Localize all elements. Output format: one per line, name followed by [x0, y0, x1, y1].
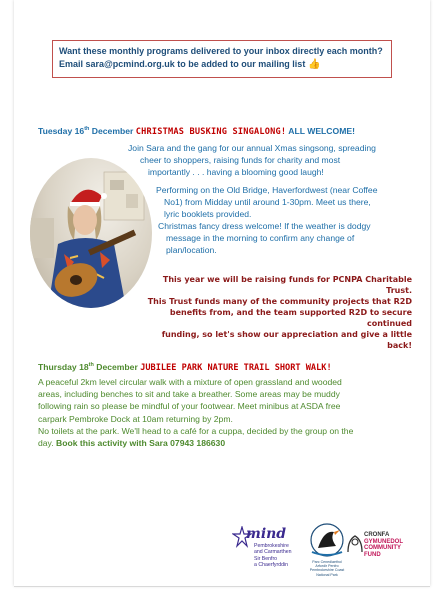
event1-line: message in the morning to confirm any change of: [166, 233, 355, 243]
event1-line: Performing on the Old Bridge, Haverfordwest (near Coffee: [156, 185, 378, 195]
event2-last-line: day. Book this activity with Sara 07943 186630: [38, 438, 226, 449]
fund-name: CRONFA GYMUNEDOL COMMUNITY FUND: [364, 532, 403, 558]
thumbs-up-icon: 👍: [308, 59, 321, 70]
event1-fundraising-note: [142, 274, 412, 351]
event2-line: carpark Pembroke Dock at 10am returning by 2pm.: [38, 413, 233, 424]
community-fund-logo: [346, 530, 426, 570]
event1-title: CHRISTMAS BUSKING SINGALONG!: [135, 127, 287, 137]
event2-body: [38, 376, 410, 449]
event2-line: following rain so please be mindful of your footwear. Meet minibus at ASDA free: [38, 401, 341, 412]
singer-photo: [30, 158, 152, 308]
event1-line: No1) from Midday until around 1-30pm. Meet us there,: [164, 197, 371, 207]
event1-line: cheer to shoppers, raising funds for charity and most: [140, 155, 341, 165]
mailing-list-box: [52, 40, 392, 78]
event1-line: importantly . . . having a blooming good laugh!: [148, 167, 324, 177]
mind-wordmark: mind: [246, 526, 287, 542]
page-divider: [14, 586, 430, 587]
event2-booking: Book this activity with Sara 07943 186630: [56, 438, 226, 449]
national-park-logo: [304, 522, 350, 582]
bird-emblem-icon: [304, 522, 350, 560]
mailing-line-2: [59, 58, 385, 71]
event1-line: Join Sara and the gang for our annual Xmas singsong, spreading: [128, 143, 376, 153]
mind-subtitle: Pembrokeshire and Carmarthen Sir Benfro a Chaerfyrddin: [254, 543, 292, 568]
fundraise-line: This year we will be raising funds for PCNPA Charitable Trust.: [162, 275, 412, 295]
event2-title: JUBILEE PARK NATURE TRAIL SHORT WALK!: [140, 363, 332, 373]
event1-line: lyric booklets provided.: [164, 209, 252, 219]
mind-logo: [232, 524, 308, 580]
event1-heading: [38, 126, 428, 137]
event2-heading: [38, 362, 428, 373]
event2-date: Thursday 18th December: [38, 362, 138, 372]
park-name: Parc Cenedlaethol Arfordir Penfro Pembrokeshire Coast National Park: [309, 560, 345, 577]
event1-line: plan/location.: [166, 245, 217, 255]
mailing-email-text: Email sara@pcmind.org.uk to be added to our mailing list: [59, 59, 306, 69]
fundraise-line: funding, so let's show our appreciation and give a little back!: [161, 330, 412, 350]
event1-welcome: ALL WELCOME!: [288, 126, 355, 136]
fundraise-line: This Trust funds many of the community projects that R2D: [147, 297, 412, 306]
event1-line: Christmas fancy dress welcome! If the weather is dodgy: [158, 221, 371, 231]
event2-line: areas, including benches to sit and take a breather. Some areas may be muddy: [38, 389, 340, 400]
mailing-line-1: Want these monthly programs delivered to your inbox directly each month?: [59, 46, 383, 56]
hands-icon: [346, 532, 364, 554]
event1-date: Tuesday 16th December: [38, 126, 134, 136]
event2-line: A peaceful 2km level circular walk with a mixture of open grassland and wooded: [38, 377, 342, 387]
fundraise-line: benefits from, and the team supported R2D to secure continued: [169, 308, 412, 328]
event2-line: No toilets at the park. We'll head to a café for a cuppa, decided by the group on the: [38, 425, 354, 436]
